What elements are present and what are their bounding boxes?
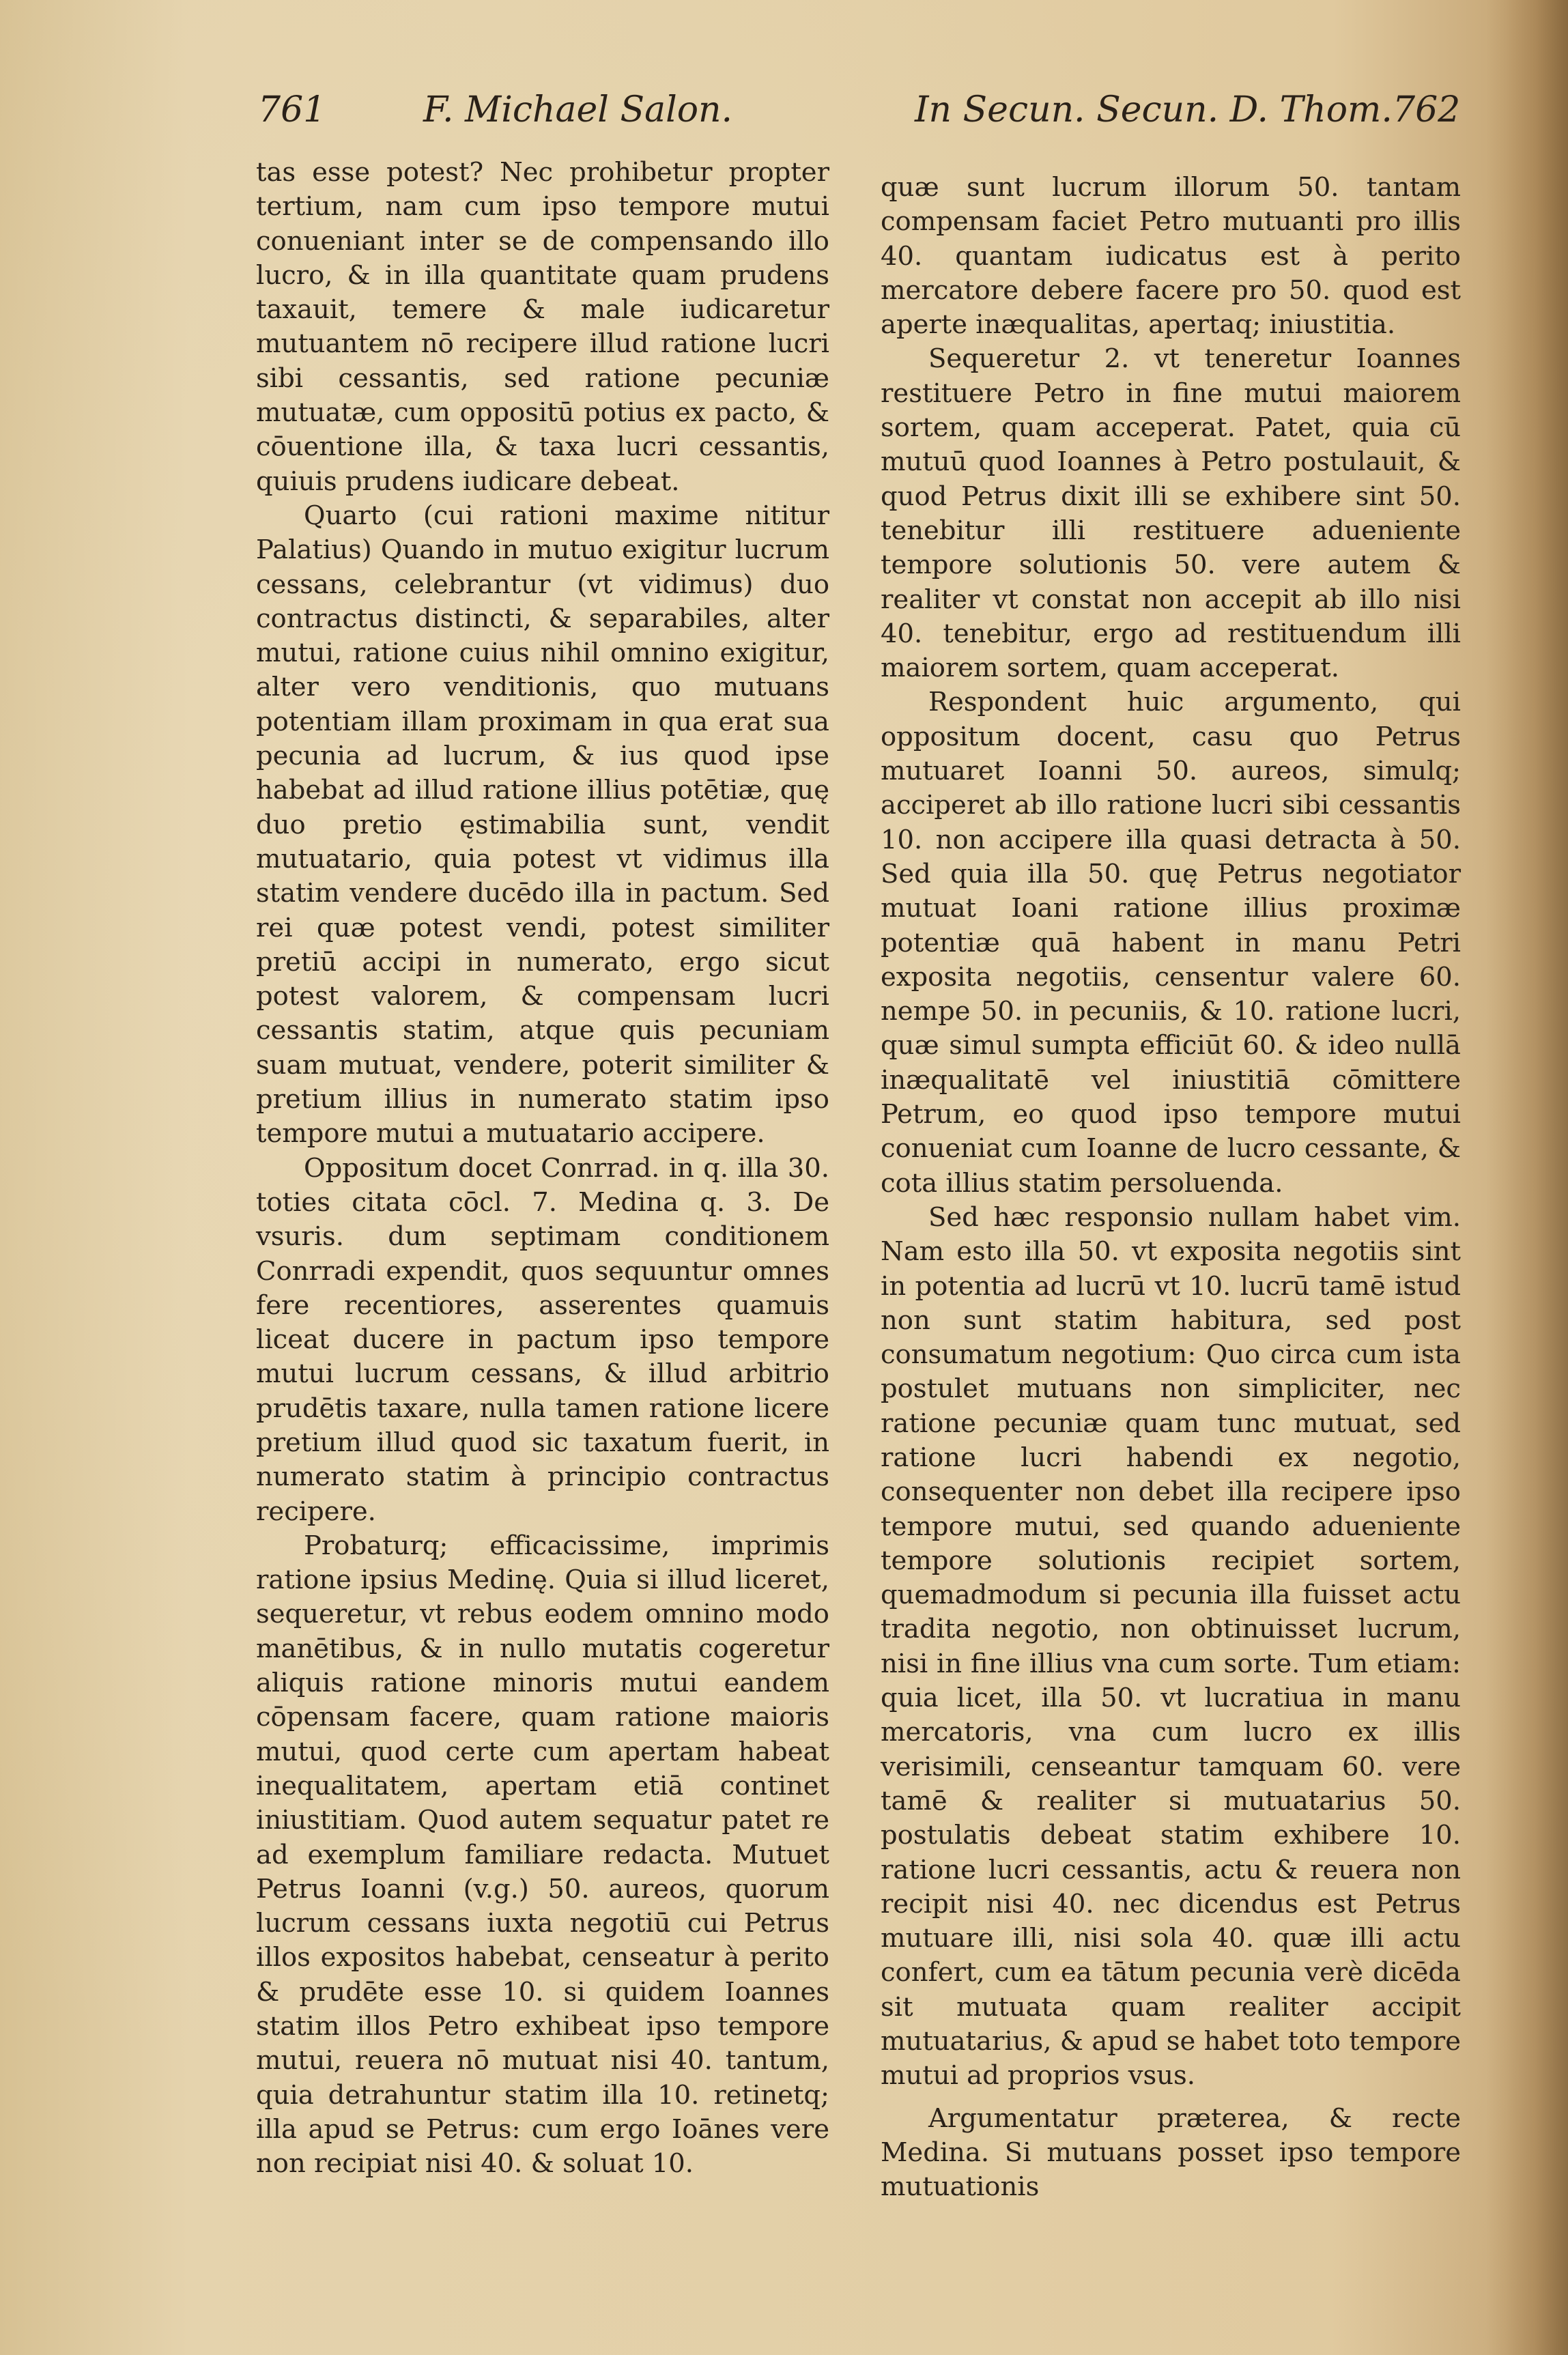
page-edge-shadow [1486, 0, 1568, 2355]
paragraph: Quarto (cui rationi maxime nititur Palatius) Quando in mutuo exigitur lucrum cessans, celebrantur (vt vidimus) duo contractus distincti, & separabiles, alter mutui, ratione cuius nihil omnino exigitur, alter vero venditionis, quo mutuans potentiam illam proximam in qua erat sua pecunia ad lucrum, & ius quod ipse habebat ad illud ratione illius potētiæ, quę duo pretio ęstimabilia sunt, vendit mutuatario, quia potest vt vidimus illa statim vendere ducēdo illa in pactum. Sed rei quæ potest vendi, potest similiter pretiū accipi in numerato, ergo sicut potest valorem, & compensam lucri cessantis statim, atque quis pecuniam suam mutuat, vendere, poterit similiter & pretium illius in numerato statim ipso tempore mutui a mutuatario accipere. [256, 500, 829, 1150]
right-text-column [881, 171, 1461, 2205]
left-text-column [256, 156, 829, 2182]
left-running-title: F. Michael Salon. [423, 89, 733, 130]
paragraph: tas esse potest? Nec prohibetur propter tertium, nam cum ipso tempore mutui conueniant inter se de compensando illo lucro, & in illa quantitate quam prudens taxauit, temere & male iudicaretur mutuantem nō recipere illud ratione lucri sibi cessantis, sed ratione pecuniæ mutuatæ, cum oppositū potius ex pacto, & cōuentione illa, & taxa lucri cessantis, quiuis prudens iudicare debeat. [256, 157, 829, 497]
left-page-number: 761 [258, 89, 326, 130]
paragraph: Argumentatur præterea, & recte Medina. Si mutuans posset ipso tempore mutuationis [881, 2102, 1461, 2203]
paragraph: quæ sunt lucrum illorum 50. tantam compensam faciet Petro mutuanti pro illis 40. quantam iudicatus est à perito mercatore debere facere pro 50. quod est aperte inæqualitas, apertaq; iniustitia. [881, 172, 1461, 341]
right-running-title: In Secun. Secun. D. Thom. [915, 89, 1393, 130]
paragraph: Oppositum docet Conrrad. in q. illa 30. toties citata cōcl. 7. Medina q. 3. De vsuris. dum septimam conditionem Conrradi expendit, quos sequuntur omnes fere recentiores, asserentes quamuis liceat ducere in pactum ipso tempore mutui lucrum cessans, & illud arbitrio prudētis taxare, nulla tamen ratione licere pretium illud quod sic taxatum fuerit, in numerato statim à principio contractus recipere. [256, 1152, 829, 1527]
paragraph: Sed hæc responsio nullam habet vim. Nam esto illa 50. vt exposita negotiis sint in potentia ad lucrū vt 10. lucrū tamē istud non sunt statim habitura, sed post consumatum negotium: Quo circa cum ista postulet mutuans non simpliciter, nec ratione pecuniæ quam tunc mutuat, sed ratione lucri habendi ex negotio, consequenter non debet illa recipere ipso tempore mutui, sed quando adueniente tempore solutionis recipiet sortem, quemadmodum si pecunia illa fuisset actu tradita negotio, non obtinuisset lucrum, nisi in fine illius vna cum sorte. Tum etiam: quia licet, illa 50. vt lucratiua in manu mercatoris, vna cum lucro ex illis verisimili, censeantur tamquam 60. vere tamē & realiter si mutuatarius 50. postulatis debeat statim exhibere 10. ratione lucri cessantis, actu & reuera non recipit nisi 40. nec dicendus est Petrus mutuare illi, nisi sola 40. quæ illi actu confert, cum ea tātum pecunia verè dicēda sit mutuata quam realiter accipit mutuatarius, & apud se habet toto tempore mutui ad proprios vsus. [881, 1201, 1461, 2092]
paragraph: Respondent huic argumento, qui oppositum docent, casu quo Petrus mutuaret Ioanni 50. aureos, simulq; acciperet ab illo ratione lucri sibi cessantis 10. non accipere illa quasi detracta à 50. Sed quia illa 50. quę Petrus negotiator mutuat Ioani ratione illius proximæ potentiæ quā habent in manu Petri exposita negotiis, censentur valere 60. nempe 50. in pecuniis, & 10. ratione lucri, quæ simul sumpta efficiūt 60. & ideo nullā inæqualitatē vel iniustitiā cōmittere Petrum, eo quod ipso tempore mutui conueniat cum Ioanne de lucro cessante, & cota illius statim persoluenda. [881, 687, 1461, 1199]
paragraph: Sequeretur 2. vt teneretur Ioannes restituere Petro in fine mutui maiorem sortem, quam acceperat. Patet, quia cū mutuū quod Ioannes à Petro postulauit, & quod Petrus dixit illi se exhibere sint 50. tenebitur illi restituere adueniente tempore solutionis 50. vere autem & realiter vt constat non accepit ab illo nisi 40. tenebitur, ergo ad restituendum illi maiorem sortem, quam acceperat. [881, 343, 1461, 684]
right-page-number: 762 [1393, 89, 1461, 130]
paragraph: Probaturq; efficacissime, imprimis ratione ipsius Medinę. Quia si illud liceret, sequeretur, vt rebus eodem omnino modo manētibus, & in nullo mutatis cogeretur aliquis ratione minoris mutui eandem cōpensam facere, quam ratione maioris mutui, quod certe cum apertam habeat inequalitatem, apertam etiā continet iniustitiam. Quod autem sequatur patet re ad exemplum familiare redacta. Mutuet Petrus Ioanni (v.g.) 50. aureos, quorum lucrum cessans iuxta negotiū cui Petrus illos expositos habebat, censeatur à perito & prudēte esse 10. si quidem Ioannes statim illos Petro exhibeat ipso tempore mutui, reuera nō mutuat nisi 40. tantum, quia detrahuntur statim illa 10. retinetq; illa apud se Petrus: cum ergo Ioānes vere non recipiat nisi 40. & soluat 10. [256, 1530, 829, 2180]
